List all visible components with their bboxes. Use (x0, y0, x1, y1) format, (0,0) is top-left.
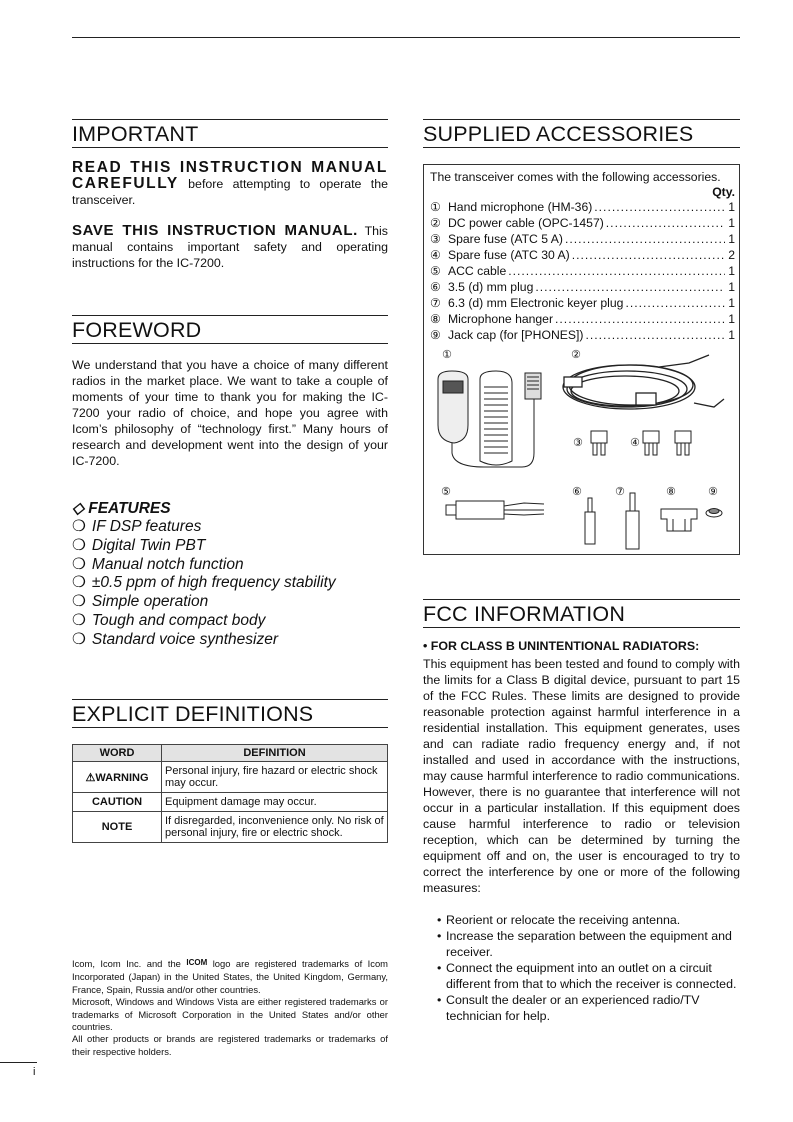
accessory-num: ② (430, 216, 441, 230)
important-save (72, 223, 388, 271)
word-caution: CAUTION (73, 793, 162, 812)
accessory-name: 3.5 (d) mm plug (448, 280, 534, 294)
feature-label: IF DSP features (91, 518, 202, 535)
read-bold: READ THIS INSTRUCTION MANUAL CAREFULLY (72, 159, 388, 192)
list-item (430, 279, 735, 295)
icom-logo: ICOM (186, 958, 208, 967)
accessory-dots (572, 247, 725, 263)
fcc-bullet-text: Reorient or relocate the receiving antenna. (446, 913, 681, 927)
features-heading: ◇ FEATURES (72, 500, 171, 517)
top-rule (72, 37, 740, 38)
microphone-hanger-icon (661, 509, 697, 531)
accessory-dots (555, 311, 725, 327)
trademarks (72, 958, 388, 1058)
accessories-box (423, 164, 740, 555)
illus-label-1: ① (442, 348, 452, 361)
list-item (430, 327, 735, 343)
accessory-name: DC power cable (OPC-1457) (448, 216, 604, 230)
list-item (430, 247, 735, 263)
trademark-text-b: logo are registered trademarks of Icom Incorporated (Japan) in the United States, the United Kingdom, Germany, France, Spain, Russia and/or other countries. (72, 958, 388, 995)
fcc-text: This equipment has been tested and found to comply with the limits for a Class B digital device, pursuant to part 15 of the FCC Rules. These limits are designed to provide reasonable protection against harmful interference in a residential installation. This equipment generates, uses and can radiate radio frequency energy and, if not installed and used in accordance with the instructions, may cause harmful interference to radio communications. However, there is no guarantee that interference will not occur in a particular installation. If this equipment does cause harmful interference to radio or television reception, which can be determined by turning the equipment off and on, the user is encouraged to try to correct the interference by one or more of the following measures: (423, 657, 740, 895)
feature-label: Standard voice synthesizer (91, 630, 279, 648)
illus-label-3: ③ (573, 436, 583, 449)
feature-item (72, 556, 388, 575)
feature-item (72, 612, 388, 631)
bullet-icon: • (437, 913, 442, 927)
fcc-subhead: • FOR CLASS B UNINTENTIONAL RADIATORS: (423, 639, 700, 653)
bullet-icon: ❍ (72, 593, 86, 611)
list-item (430, 231, 735, 247)
illus-label-4: ④ (630, 436, 640, 449)
feature-item (72, 518, 388, 537)
fcc-bullet-text: Consult the dealer or an experienced radio/TV technician for help. (446, 993, 700, 1023)
mini-plug-icon (585, 498, 595, 544)
important-title: IMPORTANT (72, 122, 388, 148)
feature-item (72, 631, 388, 650)
important-read (72, 160, 388, 208)
accessory-num: ⑨ (430, 328, 441, 342)
accessory-qty: 1 (728, 328, 735, 342)
fcc-title: FCC INFORMATION (423, 602, 740, 628)
features-items (72, 518, 388, 650)
list-item (430, 215, 735, 231)
accessory-dots (585, 327, 725, 343)
accessory-qty: 1 (728, 296, 735, 310)
bullet-icon: ❍ (72, 574, 86, 592)
bullet-icon: ❍ (72, 518, 86, 535)
word-note: NOTE (73, 812, 162, 843)
list-item (437, 960, 740, 992)
list-item (430, 311, 735, 327)
accessory-num: ⑧ (430, 312, 441, 326)
accessories-list (430, 169, 735, 343)
accessory-num: ⑤ (430, 264, 441, 278)
trademark-microsoft: Microsoft, Windows and Windows Vista are either registered trademarks or trademarks of Microsoft Corporation in the United States and/or other countries. (72, 996, 388, 1033)
accessory-name: Jack cap (for [PHONES]) (448, 328, 584, 342)
feature-item (72, 574, 388, 593)
col-word-header: WORD (73, 745, 162, 762)
foreword-text: We understand that you have a choice of many different radios in the market place. We want to take a couple of moments of your time to thank you for making the IC-7200 your radio of choice, and hope you agree with Icom’s philosophy of “technology first.” Many hours of research and development went into the design of your IC-7200. (72, 358, 388, 468)
feature-item (72, 593, 388, 612)
trademark-others: All other products or brands are registered trademarks or trademarks of their respective holders. (72, 1033, 388, 1057)
list-item (437, 992, 740, 1024)
accessory-qty: 1 (728, 232, 735, 246)
bullet-icon: • (437, 993, 442, 1007)
bullet-icon: • (437, 961, 442, 975)
def-warning: Personal injury, fire hazard or electric shock may occur. (162, 762, 388, 793)
page-number-rule (0, 1062, 37, 1063)
accessory-num: ⑥ (430, 280, 441, 294)
list-item (430, 263, 735, 279)
accessory-dots (535, 279, 725, 295)
feature-label: Simple operation (91, 593, 209, 611)
illus-label-8: ⑧ (666, 485, 676, 498)
save-bold: SAVE THIS INSTRUCTION MANUAL. (72, 222, 358, 239)
accessories-title: SUPPLIED ACCESSORIES (423, 122, 740, 148)
illus-label-9: ⑨ (708, 485, 718, 498)
accessory-name: Microphone hanger (448, 312, 554, 326)
accessory-dots (508, 263, 725, 279)
accessory-qty: 1 (728, 312, 735, 326)
feature-item (72, 537, 388, 556)
table-row (73, 793, 388, 812)
feature-label: Digital Twin PBT (91, 536, 206, 554)
table-row (73, 812, 388, 843)
col-def-header: DEFINITION (162, 745, 388, 762)
accessory-dots (594, 199, 725, 215)
bullet-icon: • (437, 929, 442, 943)
accessory-qty: 2 (728, 248, 735, 262)
spare-fuse-icon (591, 431, 691, 455)
jack-cap-icon (706, 509, 722, 518)
table-row (73, 762, 388, 793)
accessory-num: ③ (430, 232, 441, 246)
foreword-title: FOREWORD (72, 318, 388, 344)
accessory-dots (606, 215, 725, 231)
save-rest: This manual contains important safety and operating instructions for the IC-7200. (72, 224, 388, 270)
accessories-intro: The transceiver comes with the following accessories. (430, 170, 721, 184)
illus-label-2: ② (571, 348, 581, 361)
qty-header: Qty. (712, 185, 735, 199)
accessories-items (430, 199, 735, 343)
accessory-num: ④ (430, 248, 441, 262)
fcc-bullet-text: Increase the separation between the equipment and receiver. (446, 929, 732, 959)
definitions-table (72, 744, 388, 843)
page-number: i (33, 1066, 36, 1078)
fcc-bullets (437, 912, 740, 1024)
accessories-illustration (424, 343, 739, 553)
accessory-qty: 1 (728, 216, 735, 230)
accessory-qty: 1 (728, 200, 735, 214)
word-warning: ⚠WARNING (73, 762, 162, 793)
accessory-name: ACC cable (448, 264, 507, 278)
features-list (72, 499, 388, 650)
hand-microphone-icon (438, 371, 541, 467)
illus-label-7: ⑦ (615, 485, 625, 498)
definitions-header-row (73, 745, 388, 762)
keyer-plug-icon (626, 493, 639, 549)
feature-label: ±0.5 ppm of high frequency stability (91, 574, 336, 592)
bullet-icon: ❍ (72, 536, 86, 554)
accessory-name: Spare fuse (ATC 30 A) (448, 248, 570, 262)
bullet-icon: ❍ (72, 630, 86, 648)
feature-label: Manual notch function (91, 555, 244, 573)
illus-label-6: ⑥ (572, 485, 582, 498)
list-item (437, 912, 740, 928)
accessory-num: ⑦ (430, 296, 441, 310)
list-item (430, 199, 735, 215)
acc-cable-icon (446, 501, 544, 519)
accessory-dots (565, 231, 725, 247)
accessory-qty: 1 (728, 264, 735, 278)
trademark-text-a: Icom, Icom Inc. and the (72, 958, 187, 969)
accessory-dots (625, 295, 725, 311)
fcc-bullet-text: Connect the equipment into an outlet on a circuit different from that to which the receiver is connected. (446, 961, 737, 991)
dc-power-cable-icon (563, 355, 724, 409)
illus-label-5: ⑤ (441, 485, 451, 498)
accessory-num: ① (430, 200, 441, 214)
accessory-qty: 1 (728, 280, 735, 294)
accessory-name: 6.3 (d) mm Electronic keyer plug (448, 296, 624, 310)
feature-label: Tough and compact body (91, 611, 266, 629)
trademark-icom (72, 958, 388, 996)
bullet-icon: ❍ (72, 611, 86, 629)
read-rest: before attempting to operate the transceiver. (72, 177, 388, 207)
accessory-name: Spare fuse (ATC 5 A) (448, 232, 563, 246)
def-caution: Equipment damage may occur. (162, 793, 388, 812)
list-item (437, 928, 740, 960)
accessory-name: Hand microphone (HM-36) (448, 200, 593, 214)
bullet-icon: ❍ (72, 555, 86, 573)
list-item (430, 295, 735, 311)
definitions-title: EXPLICIT DEFINITIONS (72, 702, 388, 728)
def-note: If disregarded, inconvenience only. No risk of personal injury, fire or electric shock. (162, 812, 388, 843)
